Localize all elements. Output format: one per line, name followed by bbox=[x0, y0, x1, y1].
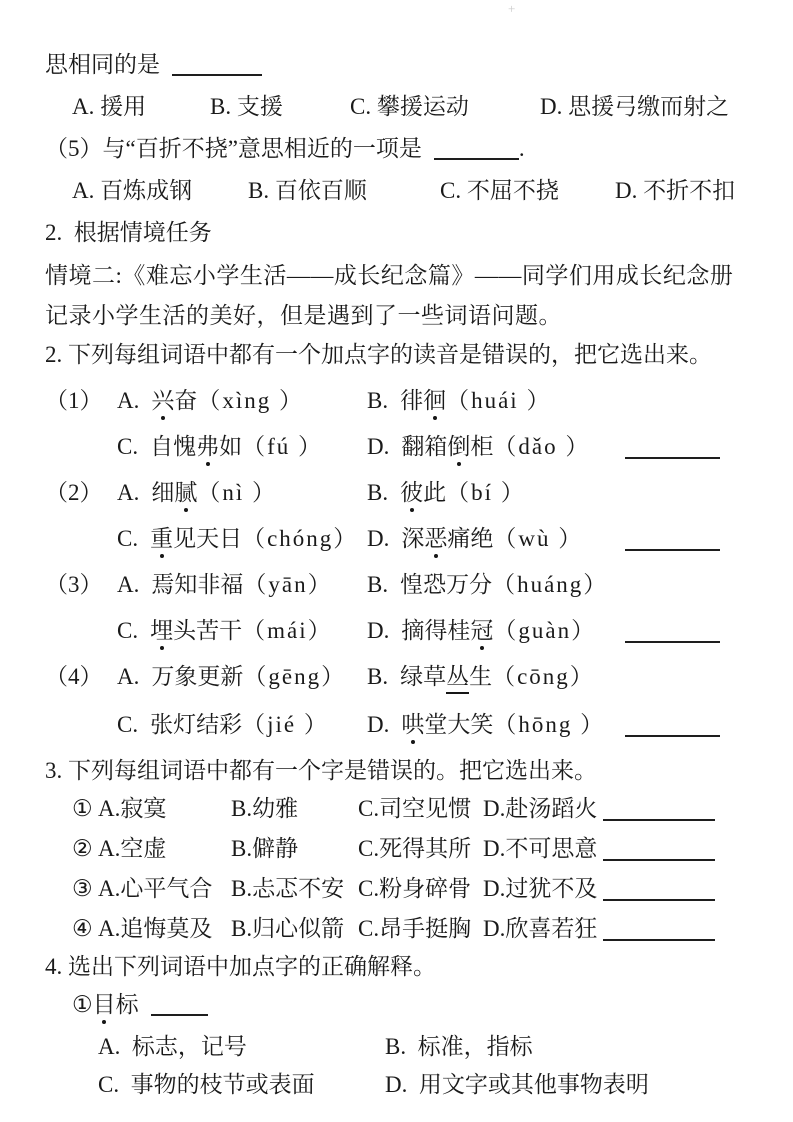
q3-row-1-option-d: D.赴汤蹈火 bbox=[483, 796, 598, 821]
option-word-pre: 翻箱 bbox=[401, 434, 448, 459]
q2-row-2-option-b bbox=[367, 478, 526, 508]
spacer bbox=[45, 710, 117, 740]
option-pinyin: （yān） bbox=[243, 572, 333, 597]
q3-row-4-option-b: B.归心似箭 bbox=[231, 916, 345, 941]
emphasized-char: 腻 bbox=[174, 478, 197, 508]
q3-row-2-option-b: B.僻静 bbox=[231, 836, 299, 861]
option-word-post: 奋 bbox=[174, 388, 198, 413]
q4-stem: 4. 选出下列词语中加点字的正确解释。 bbox=[45, 954, 436, 979]
q2-row-2-line-2 bbox=[45, 524, 748, 554]
q1-option-b: B. 支援 bbox=[210, 94, 283, 119]
q2-row-1-line-1 bbox=[45, 386, 748, 416]
option-word-pre: 焉知非福 bbox=[151, 572, 244, 597]
q5-options-row bbox=[45, 176, 748, 206]
q3-row-1-number: ① bbox=[72, 796, 93, 821]
emphasized-char: 埋 bbox=[150, 616, 173, 646]
q3-row-3-option-a: A.心平气合 bbox=[98, 876, 213, 901]
option-word-pre: 细 bbox=[151, 480, 175, 505]
q2-row-1-line-2 bbox=[45, 432, 748, 462]
q2-row-4-option-c bbox=[117, 710, 367, 740]
q4-item-number: ① bbox=[72, 992, 93, 1017]
q1-answer-blank bbox=[172, 50, 262, 76]
task2-heading: 2. 根据情境任务 bbox=[45, 220, 212, 245]
q4-options-row-1 bbox=[45, 1032, 748, 1062]
scan-artifact-mark: + bbox=[508, 1, 516, 16]
q3-row-1-option-b: B.幼雅 bbox=[231, 796, 299, 821]
q3-row-2-option-d: D.不可思意 bbox=[483, 836, 598, 861]
q4-options-row-2 bbox=[45, 1070, 748, 1100]
q2-row-4-line-2 bbox=[45, 710, 748, 740]
option-word-pre: 张灯结彩 bbox=[150, 712, 243, 737]
option-word-post: 生 bbox=[469, 664, 493, 689]
q2-row-1-option-c bbox=[117, 432, 367, 462]
option-pinyin: （nì ） bbox=[197, 480, 278, 505]
q2-row-1-answer-blank bbox=[625, 433, 720, 459]
q3-row-3 bbox=[45, 874, 748, 904]
emphasized-char: 冠 bbox=[470, 616, 493, 646]
emphasized-char: 哄 bbox=[401, 710, 424, 740]
option-label: A. bbox=[117, 388, 140, 413]
q3-row-4-option-d: D.欣喜若狂 bbox=[483, 916, 598, 941]
q3-row-3-answer-blank bbox=[603, 875, 715, 901]
q3-row-1 bbox=[45, 794, 748, 824]
emphasized-char: 丛 bbox=[446, 662, 469, 694]
option-label: D. bbox=[367, 434, 390, 459]
emphasized-char: 徊 bbox=[423, 386, 446, 416]
option-label: A. bbox=[117, 480, 140, 505]
option-word-post: 堂大笑 bbox=[424, 712, 494, 737]
option-pinyin: （gēng） bbox=[243, 664, 347, 689]
q3-row-2-option-c: C.死得其所 bbox=[358, 836, 472, 861]
option-pinyin: （xìng ） bbox=[197, 388, 305, 413]
q2-row-4-option-d bbox=[367, 710, 605, 740]
q2-row-2-option-c bbox=[117, 524, 367, 554]
q2-row-3-option-b bbox=[367, 570, 608, 600]
q2-row-3-option-c bbox=[117, 616, 367, 646]
q2-row-4-option-a bbox=[117, 662, 367, 694]
q3-row-3-option-d: D.过犹不及 bbox=[483, 876, 598, 901]
q5-option-a: A. 百炼成钢 bbox=[72, 178, 193, 203]
option-word-pre: 绿草 bbox=[400, 664, 447, 689]
q5-stem-tail: . bbox=[518, 136, 525, 161]
option-word-post: 痛绝 bbox=[447, 526, 494, 551]
q2-row-4-number: （4） bbox=[45, 664, 103, 689]
emphasized-char: 目 bbox=[93, 990, 116, 1020]
q3-row-4 bbox=[45, 914, 748, 944]
option-label: A. bbox=[117, 664, 140, 689]
option-label: D. bbox=[367, 712, 390, 737]
q4-option-d: D. 用文字或其他事物表明 bbox=[385, 1072, 649, 1097]
q2-row-1-number: （1） bbox=[45, 388, 103, 413]
emphasized-char: 倒 bbox=[447, 432, 470, 462]
spacer bbox=[45, 524, 117, 554]
option-word-post: 如 bbox=[219, 434, 243, 459]
emphasized-char: 重 bbox=[150, 524, 173, 554]
q5-stem-text: （5）与“百折不挠”意思相近的一项是 bbox=[45, 136, 422, 161]
option-label: D. bbox=[367, 526, 390, 551]
option-pinyin: （guàn） bbox=[493, 618, 597, 643]
spacer bbox=[45, 432, 117, 462]
q2-row-2-option-a bbox=[117, 478, 367, 508]
option-word-pre: 万象更新 bbox=[151, 664, 244, 689]
q3-row-3-number: ③ bbox=[72, 876, 93, 901]
q2-row-4-answer-blank bbox=[625, 711, 720, 737]
q2-row-3-number: （3） bbox=[45, 572, 103, 597]
option-label: C. bbox=[117, 526, 139, 551]
q4-item-1 bbox=[45, 990, 748, 1020]
q5-answer-blank bbox=[434, 134, 519, 160]
option-word-post: 头苦干 bbox=[173, 618, 243, 643]
option-pinyin: （dǎo ） bbox=[493, 434, 591, 459]
q3-row-3-option-c: C.粉身碎骨 bbox=[358, 876, 472, 901]
option-label: B. bbox=[367, 664, 389, 689]
option-word-pre: 自愧 bbox=[150, 434, 197, 459]
q3-row-4-option-a: A.追悔莫及 bbox=[98, 916, 213, 941]
option-label: D. bbox=[367, 618, 390, 643]
q4-option-c: C. 事物的枝节或表面 bbox=[98, 1072, 315, 1097]
option-word-post: 柜 bbox=[470, 434, 494, 459]
q2-row-2-option-d bbox=[367, 524, 583, 554]
q1-option-c: C. 攀援运动 bbox=[350, 94, 469, 119]
q3-row-1-option-a: A.寂寞 bbox=[98, 796, 167, 821]
q3-row-1-answer-blank bbox=[603, 795, 715, 821]
q3-row-4-number: ④ bbox=[72, 916, 93, 941]
option-label: B. bbox=[367, 572, 389, 597]
q3-row-4-answer-blank bbox=[603, 915, 715, 941]
q4-option-a: A. 标志，记号 bbox=[98, 1034, 247, 1059]
option-pinyin: （jié ） bbox=[242, 712, 329, 737]
q2-row-3-option-a bbox=[117, 570, 367, 600]
emphasized-char: 恶 bbox=[424, 524, 447, 554]
option-pinyin: （chóng） bbox=[242, 526, 359, 551]
q2-row-3-answer-blank bbox=[625, 617, 720, 643]
q5-option-d: D. 不折不扣 bbox=[615, 178, 736, 203]
option-pinyin: （mái） bbox=[242, 618, 333, 643]
option-word-pre: 惶恐万分 bbox=[400, 572, 493, 597]
q4-option-b: B. 标准，指标 bbox=[385, 1034, 533, 1059]
option-word-pre: 摘得桂 bbox=[401, 618, 471, 643]
q3-row-2 bbox=[45, 834, 748, 864]
option-label: C. bbox=[117, 712, 139, 737]
spacer bbox=[45, 616, 117, 646]
option-pinyin: （bí ） bbox=[446, 480, 526, 505]
q2-row-3-line-1 bbox=[45, 570, 748, 600]
q1-option-a: A. 援用 bbox=[72, 94, 147, 119]
q5-stem-line bbox=[45, 134, 748, 164]
option-pinyin: （wù ） bbox=[493, 526, 584, 551]
q2-row-4-option-b bbox=[367, 662, 595, 694]
option-pinyin: （fú ） bbox=[242, 434, 324, 459]
q5-option-c: C. 不屈不挠 bbox=[440, 178, 559, 203]
q3-row-2-option-a: A.空虚 bbox=[98, 836, 167, 861]
q1-option-d: D. 思援弓缴而射之 bbox=[540, 94, 730, 119]
emphasized-char: 弗 bbox=[196, 432, 219, 462]
q4-item-word-post: 标 bbox=[115, 992, 139, 1017]
option-pinyin: （huáng） bbox=[492, 572, 609, 597]
q3-row-1-option-c: C.司空见惯 bbox=[358, 796, 472, 821]
option-word-pre: 深 bbox=[401, 526, 425, 551]
emphasized-char: 彼 bbox=[400, 478, 423, 508]
q3-stem: 3. 下列每组词语中都有一个字是错误的。把它选出来。 bbox=[45, 758, 597, 783]
q3-row-2-answer-blank bbox=[603, 835, 715, 861]
option-pinyin: （huái ） bbox=[446, 388, 552, 413]
q2-row-3-option-d bbox=[367, 616, 596, 646]
q2-row-3-line-2 bbox=[45, 616, 748, 646]
q1-stem-text: 思相同的是 bbox=[45, 52, 160, 77]
q2-row-1-option-a bbox=[117, 386, 367, 416]
q2-row-2-answer-blank bbox=[625, 525, 720, 551]
q4-item-answer-blank bbox=[151, 990, 208, 1016]
q2-row-2-line-1 bbox=[45, 478, 748, 508]
q2-row-1-option-b bbox=[367, 386, 551, 416]
option-label: C. bbox=[117, 618, 139, 643]
q3-row-2-number: ② bbox=[72, 836, 93, 861]
option-word-post: 此 bbox=[423, 480, 447, 505]
q3-row-4-option-c: C.昂手挺胸 bbox=[358, 916, 472, 941]
option-word-pre: 徘 bbox=[400, 388, 424, 413]
option-label: B. bbox=[367, 388, 389, 413]
q2-stem: 2. 下列每组词语中都有一个加点字的读音是错误的，把它选出来。 bbox=[45, 342, 712, 367]
q2-row-2-number: （2） bbox=[45, 480, 103, 505]
task2-scenario-paragraph: 情境二:《难忘小学生活——成长纪念篇》——同学们用成长纪念册记录小学生活的美好，但是遇到了一些词语问题。 bbox=[45, 263, 734, 328]
option-pinyin: （hōng ） bbox=[493, 712, 606, 737]
option-label: A. bbox=[117, 572, 140, 597]
option-label: C. bbox=[117, 434, 139, 459]
q5-option-b: B. 百依百顺 bbox=[248, 178, 367, 203]
option-word-post: 见天日 bbox=[173, 526, 243, 551]
emphasized-char: 兴 bbox=[151, 386, 174, 416]
option-label: B. bbox=[367, 480, 389, 505]
q2-row-4-line-1 bbox=[45, 662, 748, 694]
q3-row-3-option-b: B.忐忑不安 bbox=[231, 876, 345, 901]
q1-options-row bbox=[45, 92, 748, 122]
q2-row-1-option-d bbox=[367, 432, 590, 462]
option-pinyin: （cōng） bbox=[492, 664, 595, 689]
q1-stem-line bbox=[45, 50, 748, 80]
